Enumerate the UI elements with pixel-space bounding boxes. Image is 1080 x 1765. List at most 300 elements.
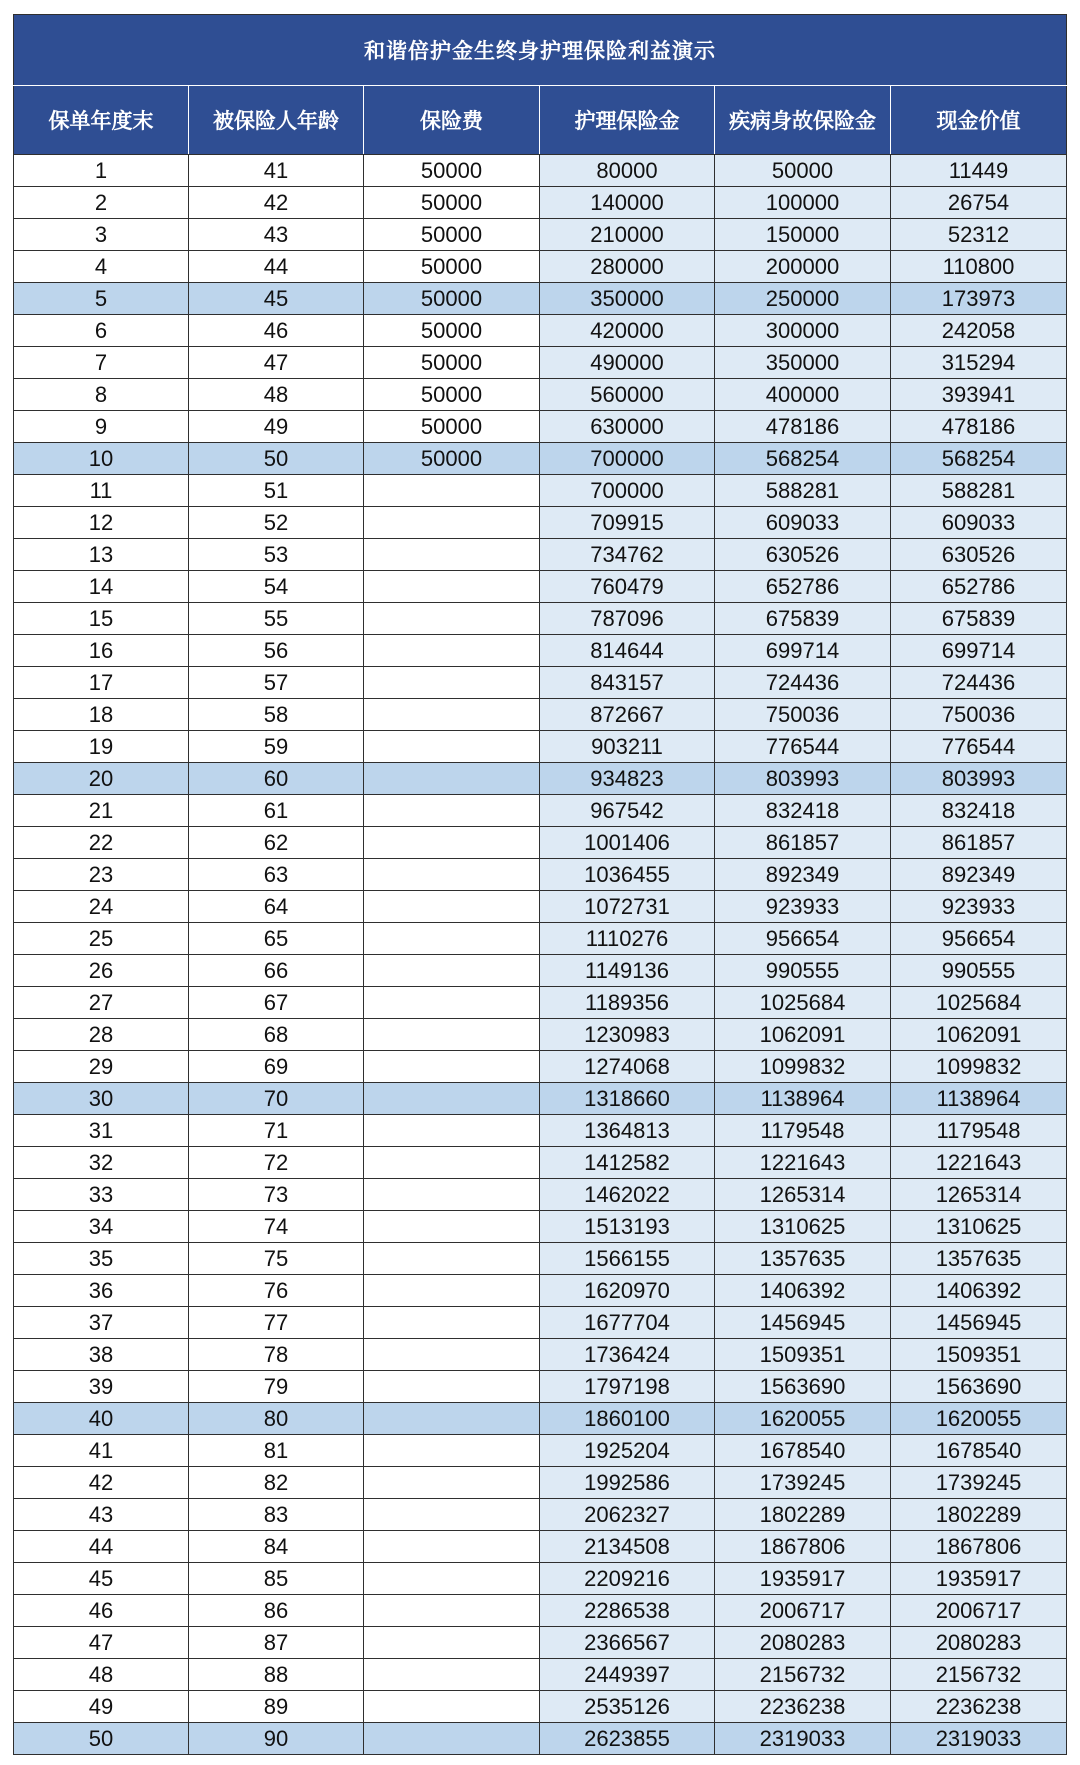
- cell-premium: [364, 1627, 540, 1659]
- cell-cash-value: 2006717: [891, 1595, 1067, 1627]
- header-death-benefit: 疾病身故保险金: [715, 86, 891, 155]
- cell-nursing-benefit: 1620970: [540, 1275, 715, 1307]
- cell-policy-year: 14: [14, 571, 189, 603]
- cell-premium: [364, 1563, 540, 1595]
- table-row: [14, 507, 1067, 539]
- cell-nursing-benefit: 1566155: [540, 1243, 715, 1275]
- cell-death-benefit: 1357635: [715, 1243, 891, 1275]
- table-row: [14, 795, 1067, 827]
- cell-policy-year: 19: [14, 731, 189, 763]
- cell-premium: 50000: [364, 315, 540, 347]
- cell-policy-year: 38: [14, 1339, 189, 1371]
- cell-premium: [364, 1371, 540, 1403]
- table-row: [14, 1371, 1067, 1403]
- cell-policy-year: 20: [14, 763, 189, 795]
- cell-premium: [364, 1147, 540, 1179]
- cell-death-benefit: 652786: [715, 571, 891, 603]
- cell-death-benefit: 1406392: [715, 1275, 891, 1307]
- cell-death-benefit: 630526: [715, 539, 891, 571]
- header-nursing-benefit: 护理保险金: [540, 86, 715, 155]
- cell-policy-year: 12: [14, 507, 189, 539]
- cell-death-benefit: 776544: [715, 731, 891, 763]
- cell-insured-age: 54: [189, 571, 364, 603]
- cell-premium: [364, 539, 540, 571]
- cell-premium: [364, 1467, 540, 1499]
- cell-insured-age: 85: [189, 1563, 364, 1595]
- cell-insured-age: 83: [189, 1499, 364, 1531]
- cell-insured-age: 62: [189, 827, 364, 859]
- cell-policy-year: 22: [14, 827, 189, 859]
- cell-death-benefit: 892349: [715, 859, 891, 891]
- cell-death-benefit: 2319033: [715, 1723, 891, 1755]
- table-row: [14, 347, 1067, 379]
- cell-premium: [364, 571, 540, 603]
- cell-cash-value: 1935917: [891, 1563, 1067, 1595]
- cell-policy-year: 30: [14, 1083, 189, 1115]
- cell-premium: 50000: [364, 251, 540, 283]
- cell-premium: [364, 1275, 540, 1307]
- cell-insured-age: 64: [189, 891, 364, 923]
- table-row: [14, 1275, 1067, 1307]
- cell-insured-age: 74: [189, 1211, 364, 1243]
- table-row: [14, 603, 1067, 635]
- table-row: [14, 1083, 1067, 1115]
- cell-death-benefit: 400000: [715, 379, 891, 411]
- cell-cash-value: 699714: [891, 635, 1067, 667]
- cell-cash-value: 1456945: [891, 1307, 1067, 1339]
- cell-policy-year: 47: [14, 1627, 189, 1659]
- cell-policy-year: 40: [14, 1403, 189, 1435]
- cell-insured-age: 48: [189, 379, 364, 411]
- cell-cash-value: 724436: [891, 667, 1067, 699]
- cell-death-benefit: 1802289: [715, 1499, 891, 1531]
- cell-cash-value: 675839: [891, 603, 1067, 635]
- cell-nursing-benefit: 760479: [540, 571, 715, 603]
- cell-death-benefit: 1265314: [715, 1179, 891, 1211]
- cell-death-benefit: 100000: [715, 187, 891, 219]
- cell-death-benefit: 803993: [715, 763, 891, 795]
- cell-insured-age: 61: [189, 795, 364, 827]
- cell-policy-year: 21: [14, 795, 189, 827]
- cell-premium: [364, 1083, 540, 1115]
- cell-death-benefit: 675839: [715, 603, 891, 635]
- cell-policy-year: 26: [14, 955, 189, 987]
- cell-cash-value: 990555: [891, 955, 1067, 987]
- cell-insured-age: 73: [189, 1179, 364, 1211]
- cell-nursing-benefit: 700000: [540, 443, 715, 475]
- cell-premium: [364, 987, 540, 1019]
- cell-death-benefit: 50000: [715, 155, 891, 187]
- cell-death-benefit: 568254: [715, 443, 891, 475]
- cell-death-benefit: 478186: [715, 411, 891, 443]
- cell-death-benefit: 1025684: [715, 987, 891, 1019]
- cell-nursing-benefit: 1318660: [540, 1083, 715, 1115]
- cell-policy-year: 13: [14, 539, 189, 571]
- cell-insured-age: 42: [189, 187, 364, 219]
- cell-cash-value: 1138964: [891, 1083, 1067, 1115]
- cell-nursing-benefit: 560000: [540, 379, 715, 411]
- cell-cash-value: 1221643: [891, 1147, 1067, 1179]
- header-cash-value: 现金价值: [891, 86, 1067, 155]
- cell-policy-year: 23: [14, 859, 189, 891]
- cell-nursing-benefit: 2623855: [540, 1723, 715, 1755]
- cell-policy-year: 25: [14, 923, 189, 955]
- cell-nursing-benefit: 1149136: [540, 955, 715, 987]
- cell-policy-year: 36: [14, 1275, 189, 1307]
- cell-premium: [364, 475, 540, 507]
- cell-policy-year: 34: [14, 1211, 189, 1243]
- cell-policy-year: 17: [14, 667, 189, 699]
- table-row: [14, 859, 1067, 891]
- cell-cash-value: 173973: [891, 283, 1067, 315]
- cell-insured-age: 59: [189, 731, 364, 763]
- cell-premium: [364, 603, 540, 635]
- table-row: [14, 1339, 1067, 1371]
- cell-nursing-benefit: 1036455: [540, 859, 715, 891]
- cell-policy-year: 33: [14, 1179, 189, 1211]
- cell-policy-year: 6: [14, 315, 189, 347]
- cell-policy-year: 7: [14, 347, 189, 379]
- cell-premium: [364, 795, 540, 827]
- cell-premium: 50000: [364, 283, 540, 315]
- cell-death-benefit: 1563690: [715, 1371, 891, 1403]
- table-row: [14, 475, 1067, 507]
- cell-insured-age: 69: [189, 1051, 364, 1083]
- cell-premium: [364, 731, 540, 763]
- table-row: [14, 1115, 1067, 1147]
- cell-insured-age: 41: [189, 155, 364, 187]
- table-row: [14, 1211, 1067, 1243]
- cell-cash-value: 2156732: [891, 1659, 1067, 1691]
- cell-cash-value: 1739245: [891, 1467, 1067, 1499]
- cell-nursing-benefit: 1189356: [540, 987, 715, 1019]
- cell-insured-age: 52: [189, 507, 364, 539]
- table-row: [14, 1179, 1067, 1211]
- cell-nursing-benefit: 1736424: [540, 1339, 715, 1371]
- cell-insured-age: 67: [189, 987, 364, 1019]
- cell-death-benefit: 1221643: [715, 1147, 891, 1179]
- cell-death-benefit: 150000: [715, 219, 891, 251]
- cell-death-benefit: 350000: [715, 347, 891, 379]
- table-row: [14, 1723, 1067, 1755]
- cell-premium: 50000: [364, 443, 540, 475]
- cell-policy-year: 3: [14, 219, 189, 251]
- cell-cash-value: 1357635: [891, 1243, 1067, 1275]
- table-row: [14, 1435, 1067, 1467]
- cell-premium: [364, 1179, 540, 1211]
- cell-premium: [364, 955, 540, 987]
- table-row: [14, 955, 1067, 987]
- cell-nursing-benefit: 734762: [540, 539, 715, 571]
- cell-policy-year: 28: [14, 1019, 189, 1051]
- table-row: [14, 1627, 1067, 1659]
- cell-policy-year: 39: [14, 1371, 189, 1403]
- cell-death-benefit: 588281: [715, 475, 891, 507]
- cell-policy-year: 18: [14, 699, 189, 731]
- cell-cash-value: 609033: [891, 507, 1067, 539]
- cell-premium: [364, 923, 540, 955]
- cell-nursing-benefit: 1230983: [540, 1019, 715, 1051]
- cell-cash-value: 1406392: [891, 1275, 1067, 1307]
- cell-death-benefit: 832418: [715, 795, 891, 827]
- table-row: [14, 539, 1067, 571]
- cell-nursing-benefit: 787096: [540, 603, 715, 635]
- cell-cash-value: 776544: [891, 731, 1067, 763]
- table-row: [14, 411, 1067, 443]
- cell-policy-year: 9: [14, 411, 189, 443]
- table-row: [14, 1019, 1067, 1051]
- cell-insured-age: 84: [189, 1531, 364, 1563]
- cell-premium: [364, 699, 540, 731]
- cell-premium: [364, 827, 540, 859]
- cell-nursing-benefit: 2535126: [540, 1691, 715, 1723]
- cell-cash-value: 630526: [891, 539, 1067, 571]
- cell-death-benefit: 1310625: [715, 1211, 891, 1243]
- cell-insured-age: 79: [189, 1371, 364, 1403]
- cell-premium: [364, 891, 540, 923]
- cell-premium: [364, 1403, 540, 1435]
- table-row: [14, 251, 1067, 283]
- cell-nursing-benefit: 2449397: [540, 1659, 715, 1691]
- cell-nursing-benefit: 1992586: [540, 1467, 715, 1499]
- cell-death-benefit: 750036: [715, 699, 891, 731]
- cell-insured-age: 49: [189, 411, 364, 443]
- cell-cash-value: 2080283: [891, 1627, 1067, 1659]
- cell-cash-value: 1179548: [891, 1115, 1067, 1147]
- cell-premium: [364, 859, 540, 891]
- cell-nursing-benefit: 814644: [540, 635, 715, 667]
- cell-premium: 50000: [364, 411, 540, 443]
- cell-nursing-benefit: 2286538: [540, 1595, 715, 1627]
- cell-death-benefit: 724436: [715, 667, 891, 699]
- cell-nursing-benefit: 490000: [540, 347, 715, 379]
- cell-insured-age: 60: [189, 763, 364, 795]
- cell-premium: 50000: [364, 379, 540, 411]
- cell-cash-value: 11449: [891, 155, 1067, 187]
- table-body: [14, 155, 1067, 1755]
- cell-death-benefit: 300000: [715, 315, 891, 347]
- cell-cash-value: 1867806: [891, 1531, 1067, 1563]
- table-row: [14, 1499, 1067, 1531]
- cell-premium: [364, 1115, 540, 1147]
- cell-premium: [364, 1051, 540, 1083]
- cell-premium: [364, 1307, 540, 1339]
- cell-premium: [364, 1339, 540, 1371]
- cell-death-benefit: 2156732: [715, 1659, 891, 1691]
- table-row: [14, 1051, 1067, 1083]
- cell-nursing-benefit: 1364813: [540, 1115, 715, 1147]
- cell-policy-year: 1: [14, 155, 189, 187]
- cell-premium: [364, 1659, 540, 1691]
- table-row: [14, 1403, 1067, 1435]
- table-header-row: [14, 86, 1067, 155]
- cell-insured-age: 57: [189, 667, 364, 699]
- cell-insured-age: 63: [189, 859, 364, 891]
- cell-premium: [364, 1595, 540, 1627]
- header-insured-age: 被保险人年龄: [189, 86, 364, 155]
- cell-insured-age: 47: [189, 347, 364, 379]
- cell-cash-value: 861857: [891, 827, 1067, 859]
- table-row: [14, 219, 1067, 251]
- cell-cash-value: 892349: [891, 859, 1067, 891]
- cell-policy-year: 10: [14, 443, 189, 475]
- cell-nursing-benefit: 1925204: [540, 1435, 715, 1467]
- cell-nursing-benefit: 280000: [540, 251, 715, 283]
- cell-cash-value: 923933: [891, 891, 1067, 923]
- cell-cash-value: 1563690: [891, 1371, 1067, 1403]
- cell-cash-value: 1099832: [891, 1051, 1067, 1083]
- cell-premium: [364, 1243, 540, 1275]
- cell-nursing-benefit: 1274068: [540, 1051, 715, 1083]
- cell-insured-age: 44: [189, 251, 364, 283]
- table-row: [14, 1563, 1067, 1595]
- cell-nursing-benefit: 872667: [540, 699, 715, 731]
- cell-nursing-benefit: 210000: [540, 219, 715, 251]
- cell-policy-year: 37: [14, 1307, 189, 1339]
- cell-death-benefit: 923933: [715, 891, 891, 923]
- cell-insured-age: 71: [189, 1115, 364, 1147]
- table-row: [14, 635, 1067, 667]
- cell-insured-age: 66: [189, 955, 364, 987]
- table-row: [14, 571, 1067, 603]
- cell-insured-age: 82: [189, 1467, 364, 1499]
- cell-premium: 50000: [364, 187, 540, 219]
- cell-nursing-benefit: 1412582: [540, 1147, 715, 1179]
- cell-death-benefit: 1099832: [715, 1051, 891, 1083]
- cell-cash-value: 1678540: [891, 1435, 1067, 1467]
- table-row: [14, 731, 1067, 763]
- cell-nursing-benefit: 630000: [540, 411, 715, 443]
- table-title: 和谐倍护金生终身护理保险利益演示: [14, 15, 1067, 86]
- cell-policy-year: 11: [14, 475, 189, 507]
- cell-cash-value: 242058: [891, 315, 1067, 347]
- cell-cash-value: 803993: [891, 763, 1067, 795]
- cell-premium: [364, 635, 540, 667]
- cell-insured-age: 80: [189, 1403, 364, 1435]
- cell-nursing-benefit: 967542: [540, 795, 715, 827]
- table-row: [14, 1659, 1067, 1691]
- cell-nursing-benefit: 1072731: [540, 891, 715, 923]
- cell-death-benefit: 1138964: [715, 1083, 891, 1115]
- cell-premium: [364, 1531, 540, 1563]
- table-row: [14, 699, 1067, 731]
- cell-policy-year: 44: [14, 1531, 189, 1563]
- cell-policy-year: 49: [14, 1691, 189, 1723]
- cell-policy-year: 35: [14, 1243, 189, 1275]
- cell-cash-value: 1062091: [891, 1019, 1067, 1051]
- cell-insured-age: 81: [189, 1435, 364, 1467]
- benefit-table-container: [13, 14, 1066, 1755]
- cell-insured-age: 68: [189, 1019, 364, 1051]
- cell-premium: [364, 1435, 540, 1467]
- cell-premium: [364, 1499, 540, 1531]
- header-policy-year: 保单年度末: [14, 86, 189, 155]
- cell-insured-age: 53: [189, 539, 364, 571]
- cell-policy-year: 43: [14, 1499, 189, 1531]
- cell-policy-year: 29: [14, 1051, 189, 1083]
- cell-cash-value: 110800: [891, 251, 1067, 283]
- cell-cash-value: 2236238: [891, 1691, 1067, 1723]
- cell-policy-year: 32: [14, 1147, 189, 1179]
- cell-policy-year: 4: [14, 251, 189, 283]
- cell-nursing-benefit: 1677704: [540, 1307, 715, 1339]
- cell-cash-value: 1310625: [891, 1211, 1067, 1243]
- cell-nursing-benefit: 700000: [540, 475, 715, 507]
- cell-policy-year: 31: [14, 1115, 189, 1147]
- cell-insured-age: 88: [189, 1659, 364, 1691]
- cell-insured-age: 51: [189, 475, 364, 507]
- cell-death-benefit: 200000: [715, 251, 891, 283]
- cell-policy-year: 16: [14, 635, 189, 667]
- cell-premium: 50000: [364, 347, 540, 379]
- cell-cash-value: 1025684: [891, 987, 1067, 1019]
- cell-premium: [364, 1723, 540, 1755]
- cell-death-benefit: 1867806: [715, 1531, 891, 1563]
- cell-death-benefit: 1179548: [715, 1115, 891, 1147]
- table-row: [14, 1531, 1067, 1563]
- cell-insured-age: 76: [189, 1275, 364, 1307]
- cell-insured-age: 72: [189, 1147, 364, 1179]
- cell-policy-year: 45: [14, 1563, 189, 1595]
- cell-death-benefit: 1620055: [715, 1403, 891, 1435]
- cell-death-benefit: 2080283: [715, 1627, 891, 1659]
- cell-death-benefit: 1935917: [715, 1563, 891, 1595]
- cell-death-benefit: 699714: [715, 635, 891, 667]
- table-row: [14, 827, 1067, 859]
- table-row: [14, 315, 1067, 347]
- cell-nursing-benefit: 420000: [540, 315, 715, 347]
- cell-cash-value: 956654: [891, 923, 1067, 955]
- cell-nursing-benefit: 1797198: [540, 1371, 715, 1403]
- table-row: [14, 187, 1067, 219]
- cell-policy-year: 46: [14, 1595, 189, 1627]
- cell-insured-age: 56: [189, 635, 364, 667]
- cell-death-benefit: 956654: [715, 923, 891, 955]
- cell-nursing-benefit: 843157: [540, 667, 715, 699]
- table-row: [14, 1691, 1067, 1723]
- cell-insured-age: 77: [189, 1307, 364, 1339]
- cell-cash-value: 393941: [891, 379, 1067, 411]
- cell-insured-age: 45: [189, 283, 364, 315]
- cell-cash-value: 588281: [891, 475, 1067, 507]
- table-row: [14, 155, 1067, 187]
- cell-nursing-benefit: 140000: [540, 187, 715, 219]
- cell-nursing-benefit: 1001406: [540, 827, 715, 859]
- cell-nursing-benefit: 1860100: [540, 1403, 715, 1435]
- table-row: [14, 667, 1067, 699]
- cell-cash-value: 2319033: [891, 1723, 1067, 1755]
- cell-death-benefit: 1062091: [715, 1019, 891, 1051]
- cell-death-benefit: 2236238: [715, 1691, 891, 1723]
- cell-insured-age: 58: [189, 699, 364, 731]
- table-row: [14, 891, 1067, 923]
- cell-cash-value: 652786: [891, 571, 1067, 603]
- cell-policy-year: 24: [14, 891, 189, 923]
- cell-policy-year: 8: [14, 379, 189, 411]
- cell-nursing-benefit: 350000: [540, 283, 715, 315]
- table-row: [14, 763, 1067, 795]
- header-premium: 保险费: [364, 86, 540, 155]
- cell-cash-value: 1509351: [891, 1339, 1067, 1371]
- cell-cash-value: 1265314: [891, 1179, 1067, 1211]
- cell-premium: [364, 507, 540, 539]
- cell-death-benefit: 1678540: [715, 1435, 891, 1467]
- cell-cash-value: 478186: [891, 411, 1067, 443]
- cell-cash-value: 315294: [891, 347, 1067, 379]
- table-row: [14, 1467, 1067, 1499]
- cell-policy-year: 2: [14, 187, 189, 219]
- cell-policy-year: 50: [14, 1723, 189, 1755]
